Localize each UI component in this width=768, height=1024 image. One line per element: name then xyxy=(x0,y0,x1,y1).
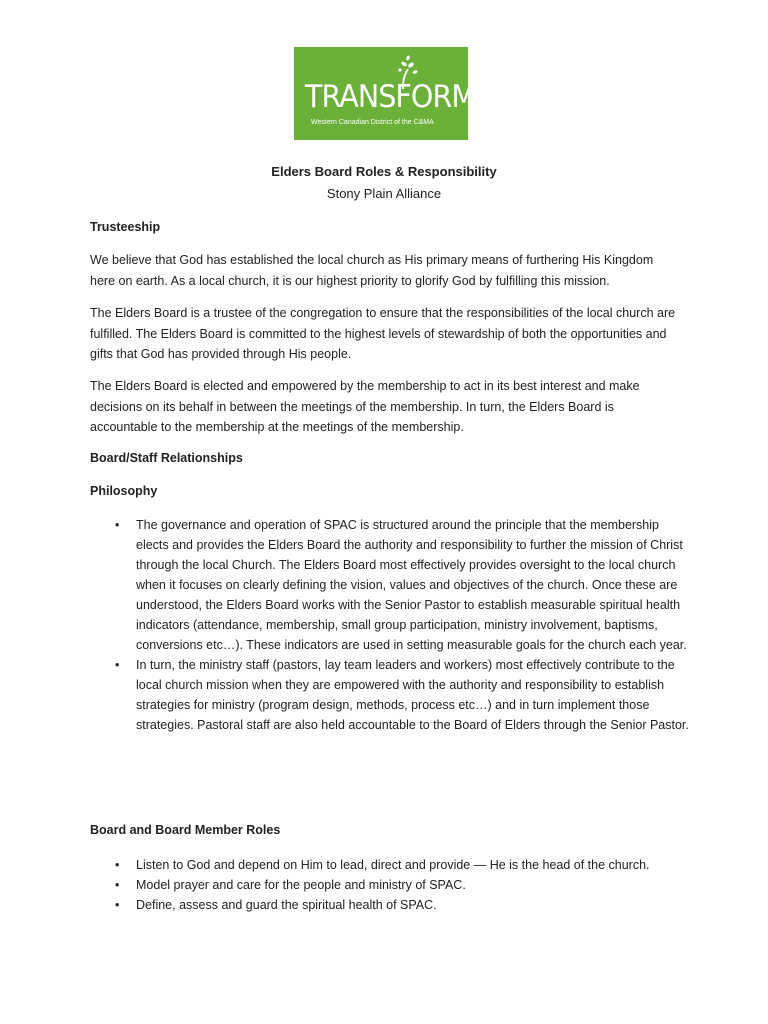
bullet-icon: • xyxy=(115,518,120,532)
logo-wordmark: TRANSFORM xyxy=(305,79,476,115)
transform-logo xyxy=(294,47,476,140)
list-item-text: Model prayer and care for the people and ministry of SPAC. xyxy=(136,878,466,892)
list-item-text: Listen to God and depend on Him to lead, direct and provide — He is the head of the church. xyxy=(136,858,650,872)
bullet-icon: • xyxy=(115,898,120,912)
list-item-text: Define, assess and guard the spiritual health of SPAC. xyxy=(136,898,437,912)
bullet-icon: • xyxy=(115,878,120,892)
document-subtitle: Stony Plain Alliance xyxy=(326,186,442,201)
bullet-icon: • xyxy=(115,858,120,872)
paragraph: The Elders Board is a trustee of the congregation to ensure that the responsibilities of the local church are fulfilled. The Elders Board is committed to the highest levels of stewardship of both the opportunities and gifts that God has provided through His people. xyxy=(90,306,676,361)
bullet-icon: • xyxy=(115,658,120,672)
paragraph: The Elders Board is elected and empowered by the membership to act in its best interest and make decisions on its behalf in between the meetings of the membership. In turn, the Elders Board is accountable to the membership at the meetings of the membership. xyxy=(90,379,640,434)
logo-tagline: Western Canadian District of the C&MA xyxy=(311,119,434,126)
roles-list xyxy=(90,855,690,915)
section-heading-roles: Board and Board Member Roles xyxy=(90,823,281,837)
list-item-text: The governance and operation of SPAC is structured around the principle that the membership elects and provides the Elders Board the authority and responsibility to further the mission of Christ through the local Church. The Elders Board most effectively provides oversight to the local church when it focuses on clearly defining the vision, values and objectives of the church. Once these are understood, the Elders Board works with the Senior Pastor to establish measurable spiritual health indicators (attendance, membership, small group participation, ministry involvement, baptisms, conversions etc…). These indicators are used in setting measurable goals for the church each year. xyxy=(136,518,687,652)
list-item xyxy=(90,655,690,735)
section-heading-board-staff: Board/Staff Relationships xyxy=(90,451,243,465)
subheading-philosophy: Philosophy xyxy=(90,484,158,498)
list-item-text: In turn, the ministry staff (pastors, lay team leaders and workers) most effectively contribute to the local church mission when they are empowered with the authority and responsibility to establish strategies for ministry (program design, methods, process etc…) and in turn implement those strategies. Pastoral staff are also held accountable to the Board of Elders through the Senior Pastor. xyxy=(136,658,689,732)
document-title: Elders Board Roles & Responsibility xyxy=(271,164,497,179)
list-item xyxy=(90,515,690,655)
philosophy-list xyxy=(90,515,690,735)
list-item xyxy=(90,895,690,915)
paragraph: We believe that God has established the local church as His primary means of furthering His Kingdom here on earth. As a local church, it is our highest priority to glorify God by fulfilling this mission. xyxy=(90,253,654,288)
list-item xyxy=(90,855,690,875)
list-item xyxy=(90,875,690,895)
section-heading-trusteeship: Trusteeship xyxy=(90,220,161,234)
